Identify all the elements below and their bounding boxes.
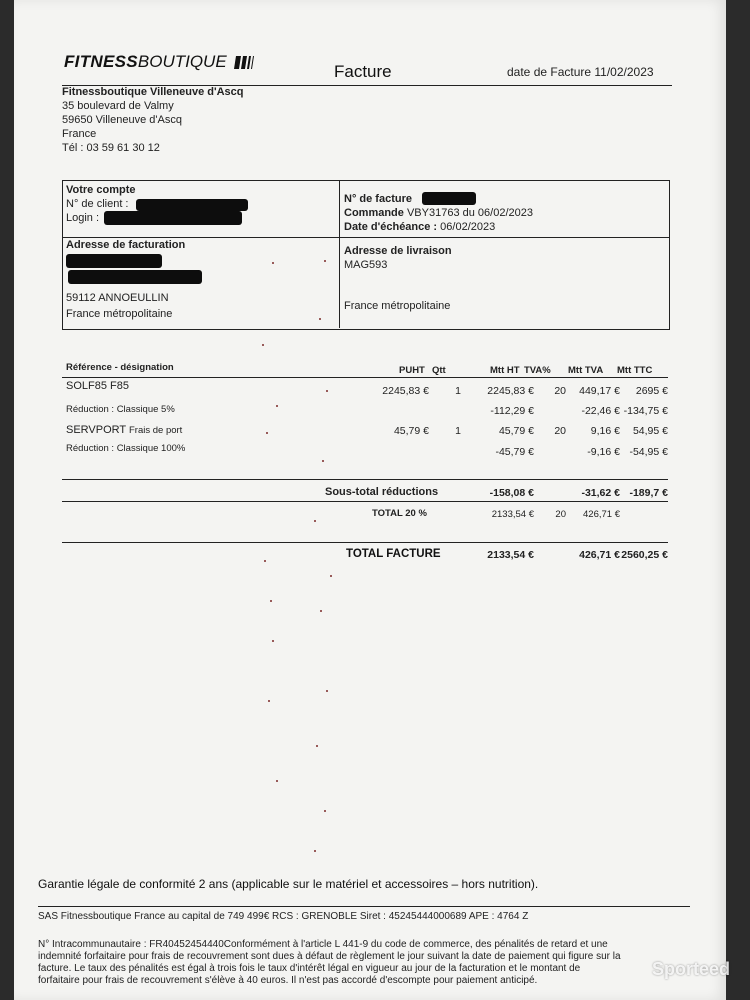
total20-label: TOTAL 20 % [372, 508, 427, 519]
account-heading: Votre compte [66, 184, 136, 196]
table-row-1-ref: SOLF85 F85 [66, 380, 129, 392]
redacted-login [104, 211, 242, 225]
invoice-number-label: N° de facture [344, 193, 412, 205]
col-header-ref: Référence - désignation [66, 362, 174, 373]
legal-line-4: forfaitaire pour frais de recouvrement s'élève à 40 euros. Il n'est pas accordé d'escompte pour paiement anticipé. [38, 975, 538, 986]
table-row-3-ttc: 54,95 € [632, 425, 668, 437]
table-row-1-puht: 2245,83 € [382, 385, 429, 397]
company-city: 59650 Villeneuve d'Ascq [62, 114, 182, 126]
table-row-1-tva: 20 [554, 385, 566, 397]
table-header-rule [62, 377, 668, 378]
billing-heading: Adresse de facturation [66, 239, 186, 251]
table-row-1-mtt-ht: 2245,83 € [487, 385, 534, 397]
table-row-3-mtt-ht: 45,79 € [498, 425, 534, 437]
col-header-qtt: Qtt [432, 365, 446, 376]
col-header-mtt-ht: Mtt HT [490, 365, 520, 376]
table-row-4-mtt-tva: -9,16 € [587, 446, 620, 458]
table-row-2-mtt-tva: -22,46 € [581, 405, 620, 417]
redacted-invoice-number [422, 192, 476, 205]
document-title: Facture [334, 62, 392, 81]
legal-line-2: indemnité forfaitaire pour frais de recouvrement sont dues à défaut de règlement le jour suivant la date de paiement qui figure sur la [38, 951, 621, 962]
col-header-mtt-ttc: Mtt TTC [617, 365, 653, 376]
table-row-2-ttc: -134,75 € [623, 405, 668, 417]
info-box-rule [62, 237, 669, 238]
due-date-line: Date d'échéance : 06/02/2023 [344, 221, 496, 233]
table-row-3-qtt: 1 [455, 425, 461, 437]
redacted-billing-name [66, 254, 162, 268]
shipping-code: MAG593 [344, 259, 388, 271]
table-row-3-puht: 45,79 € [393, 425, 429, 437]
grand-total-ttc: 2560,25 € [621, 549, 668, 561]
legal-line-3: facture. Le taux des pénalités est égal à trois fois le taux d'intérêt légal en vigueur au jour de la facturation et le montant de [38, 963, 581, 974]
billing-city: 59112 ANNOEULLIN [66, 292, 169, 304]
footer-rule [38, 906, 690, 907]
company-legal: SAS Fitnessboutique France au capital de 749 499€ RCS : GRENOBLE Siret : 45245444000689 APE : 4764 Z [38, 911, 529, 922]
col-header-tva-pct: TVA% [524, 365, 551, 376]
company-country: France [62, 128, 97, 140]
table-row-1-mtt-tva: 449,17 € [579, 385, 620, 397]
table-row-4-ttc: -54,95 € [629, 446, 668, 458]
invoice-paper [14, 0, 726, 1000]
subtotal-ht: -158,08 € [489, 487, 534, 499]
table-row-1-qtt: 1 [455, 385, 461, 397]
grand-total-rule [62, 542, 668, 543]
table-row-2-ref: Réduction : Classique 5% [66, 404, 175, 415]
total20-pct: 20 [555, 509, 566, 520]
shipping-country: France métropolitaine [344, 300, 451, 312]
grand-total-ht: 2133,54 € [487, 549, 534, 561]
col-header-mtt-tva: Mtt TVA [568, 365, 604, 376]
sporteed-watermark: Sporteed [651, 959, 730, 979]
table-row-3-mtt-tva: 9,16 € [590, 425, 620, 437]
total20-ht: 2133,54 € [491, 509, 534, 520]
info-box-divider [339, 180, 340, 328]
col-header-puht: PUHT [399, 365, 425, 376]
subtotal-ttc: -189,7 € [629, 487, 668, 499]
brand-logo: FITNESSBOUTIQUE [64, 52, 258, 72]
subtotal-bottom-rule [62, 501, 668, 502]
table-row-1-ttc: 2695 € [635, 385, 668, 397]
redacted-billing-street [68, 270, 202, 284]
company-name: Fitnessboutique Villeneuve d'Ascq [62, 86, 244, 98]
subtotal-label: Sous-total réductions [325, 486, 439, 498]
order-line: Commande VBY31763 du 06/02/2023 [344, 207, 533, 219]
grand-total-label: TOTAL FACTURE [346, 548, 441, 560]
table-row-2-mtt-ht: -112,29 € [490, 405, 534, 417]
table-row-4-mtt-ht: -45,79 € [495, 446, 534, 458]
shipping-heading: Adresse de livraison [344, 245, 452, 257]
grand-total-tva: 426,71 € [579, 549, 620, 561]
redacted-client-number [136, 199, 248, 211]
invoice-date: date de Facture 11/02/2023 [507, 65, 654, 79]
warranty-notice: Garantie légale de conformité 2 ans (applicable sur le matériel et accessoires – hors nutrition). [38, 877, 539, 891]
table-row-3-tva: 20 [554, 425, 566, 437]
total20-tva: 426,71 € [583, 509, 620, 520]
company-street: 35 boulevard de Valmy [62, 100, 174, 112]
subtotal-top-rule [62, 479, 668, 480]
client-number-label: N° de client : [66, 198, 129, 210]
login-label: Login : [66, 212, 100, 224]
billing-country: France métropolitaine [66, 308, 173, 320]
subtotal-tva: -31,62 € [581, 487, 620, 499]
table-row-4-ref: Réduction : Classique 100% [66, 443, 186, 454]
table-row-3-ref: SERVPORT Frais de port [66, 424, 183, 436]
company-phone: Tél : 03 59 61 30 12 [62, 142, 160, 154]
logo-bars-icon [234, 56, 258, 69]
legal-line-1: N° Intracommunautaire : FR40452454440Conformément à l'article L 441-9 du code de commerce, des pénalités de retard et une [38, 939, 608, 950]
